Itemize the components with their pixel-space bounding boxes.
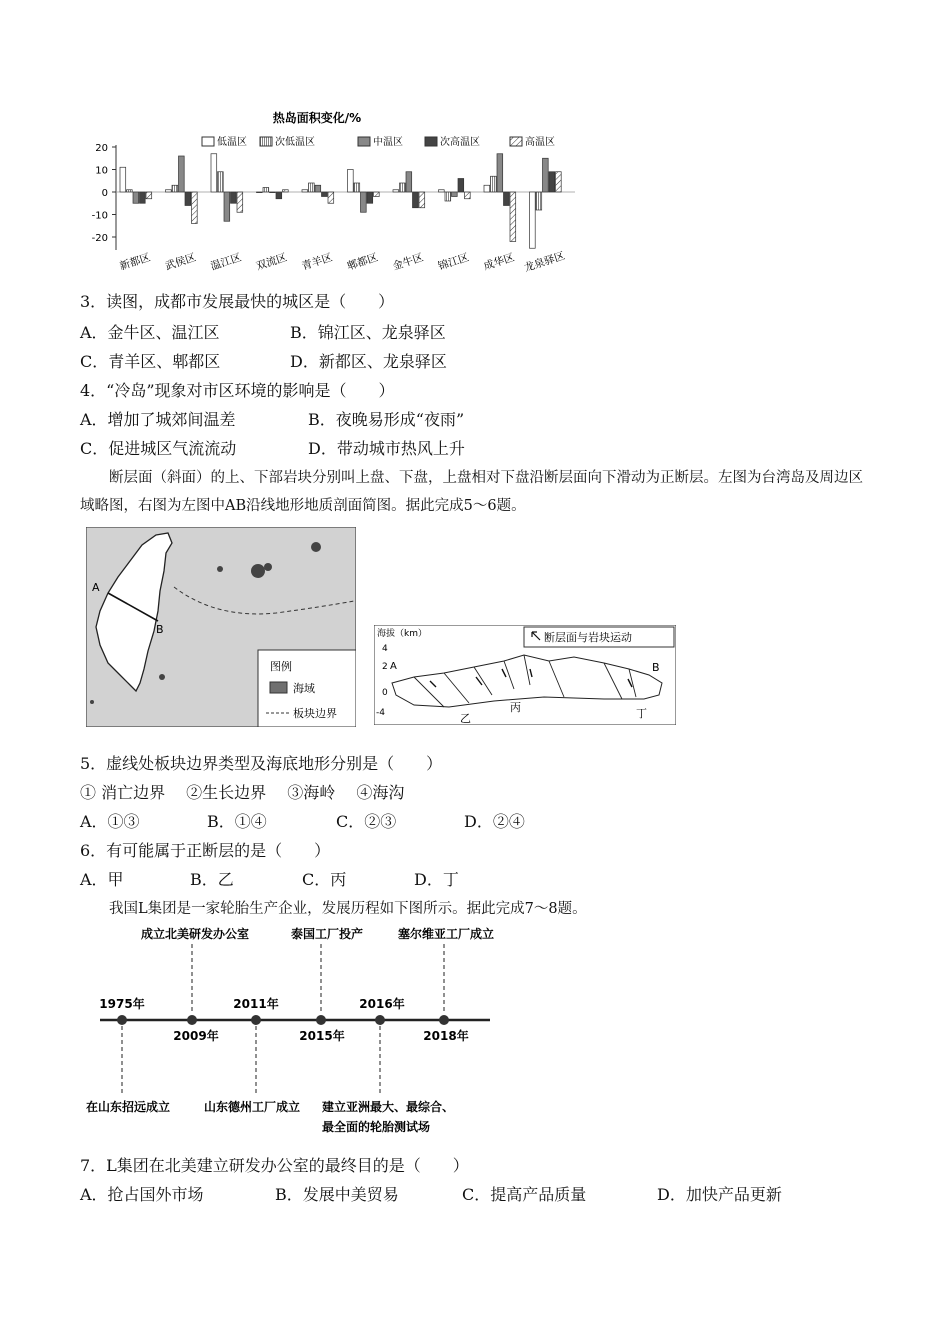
bar-次低温区 bbox=[354, 183, 360, 192]
profile-legend: 断层面与岩块运动 bbox=[544, 631, 632, 644]
bar-次高温区 bbox=[458, 179, 464, 193]
q4-option-d[interactable]: D．带动城市热风上升 bbox=[308, 439, 465, 458]
bar-高温区 bbox=[328, 192, 334, 203]
legend-label: 中温区 bbox=[373, 137, 403, 148]
bar-低温区 bbox=[530, 192, 536, 248]
profile-ytick: 4 bbox=[382, 644, 388, 654]
profile-label-ding: 丁 bbox=[636, 707, 647, 720]
island bbox=[264, 563, 272, 571]
x-tick-label: 锦江区 bbox=[436, 251, 471, 273]
bar-次低温区 bbox=[127, 190, 133, 192]
bar-低温区 bbox=[302, 190, 308, 192]
timeline-dot bbox=[117, 1015, 127, 1025]
bar-低温区 bbox=[484, 185, 490, 192]
island bbox=[217, 566, 223, 572]
profile-ytick: 0 bbox=[382, 688, 388, 698]
q7-option-b[interactable]: B．发展中美贸易 bbox=[275, 1185, 399, 1204]
map-legend-title: 图例 bbox=[270, 660, 292, 673]
q4-option-b[interactable]: B．夜晚易形成“夜雨” bbox=[308, 410, 465, 429]
q3-stem: 3．读图，成都市发展最快的城区是（ ） bbox=[80, 292, 395, 311]
x-tick-label: 武侯区 bbox=[163, 251, 198, 273]
profile-label-b: B bbox=[652, 661, 660, 674]
bar-中温区 bbox=[406, 172, 412, 192]
bar-低温区 bbox=[211, 154, 217, 192]
bar-中温区 bbox=[361, 192, 367, 212]
map-label-a: A bbox=[92, 581, 100, 594]
map-label-b: B bbox=[156, 623, 164, 636]
taiwan-map bbox=[86, 527, 356, 727]
bar-次高温区 bbox=[413, 192, 419, 208]
q6-option-b[interactable]: B．乙 bbox=[190, 870, 234, 889]
bar-中温区 bbox=[179, 156, 185, 192]
bar-中温区 bbox=[543, 158, 549, 192]
map-legend-boundary: 板块边界 bbox=[293, 707, 337, 720]
bar-低温区 bbox=[120, 167, 126, 192]
year-2015: 2015年 bbox=[299, 1029, 345, 1043]
q7-stem: 7．L集团在北美建立研发办公室的最终目的是（ ） bbox=[80, 1156, 469, 1175]
bar-次低温区 bbox=[172, 185, 178, 192]
heat-island-chart bbox=[70, 105, 590, 280]
bar-低温区 bbox=[393, 190, 399, 192]
q4-stem: 4．“冷岛”现象对市区环境的影响是（ ） bbox=[80, 381, 395, 400]
q5-option-c[interactable]: C．②③ bbox=[336, 812, 397, 831]
island bbox=[311, 542, 321, 552]
bar-高温区 bbox=[374, 192, 380, 197]
timeline-dot bbox=[187, 1015, 197, 1025]
y-tick-label: 10 bbox=[95, 165, 108, 177]
y-tick-label: 0 bbox=[101, 188, 108, 199]
legend-label: 高温区 bbox=[525, 137, 555, 148]
bar-次高温区 bbox=[367, 192, 373, 203]
y-tick-label: 20 bbox=[95, 143, 108, 154]
event-2018: 塞尔维亚工厂成立 bbox=[397, 927, 495, 941]
q5-stem: 5．虚线处板块边界类型及海底地形分别是（ ） bbox=[80, 754, 443, 773]
x-tick-label: 温江区 bbox=[209, 251, 243, 273]
year-1975: 1975年 bbox=[99, 997, 145, 1011]
q6-stem: 6．有可能属于正断层的是（ ） bbox=[80, 841, 331, 860]
profile-ytick: 2 bbox=[382, 662, 388, 672]
event-2011: 山东德州工厂成立 bbox=[203, 1100, 301, 1114]
event-2016-line2: 最全面的轮胎测试场 bbox=[322, 1120, 431, 1134]
event-2015: 泰国工厂投产 bbox=[290, 927, 364, 941]
year-2018: 2018年 bbox=[423, 1029, 469, 1043]
geologic-profile bbox=[374, 625, 676, 725]
bar-中温区 bbox=[497, 154, 503, 192]
island bbox=[159, 674, 165, 680]
bar-次高温区 bbox=[140, 192, 146, 203]
bar-次低温区 bbox=[491, 176, 497, 192]
profile-label-bing: 丙 bbox=[510, 701, 521, 714]
timeline-dot bbox=[375, 1015, 385, 1025]
x-tick-label: 成华区 bbox=[482, 251, 516, 273]
q5-option-d[interactable]: D．②④ bbox=[464, 812, 525, 831]
bar-低温区 bbox=[348, 170, 354, 193]
x-tick-label: 青羊区 bbox=[300, 251, 334, 273]
intro-5-6: 断层面（斜面）的上、下部岩块分别叫上盘、下盘，上盘相对下盘沿断层面向下滑动为正断层。左图为台湾岛及周边区域略图，右图为左图中AB沿线地形地质剖面简图。据此完成5～6题。 bbox=[80, 470, 863, 514]
x-tick-label: 双流区 bbox=[254, 251, 289, 273]
bar-次高温区 bbox=[504, 192, 510, 206]
bar-高温区 bbox=[510, 192, 516, 242]
bar-次高温区 bbox=[185, 192, 191, 206]
profile-label-a: A bbox=[390, 661, 397, 672]
intro-7-8: 我国L集团是一家轮胎生产企业，发展历程如下图所示。据此完成7～8题。 bbox=[109, 901, 587, 917]
q6-option-c[interactable]: C．丙 bbox=[302, 870, 347, 889]
timeline-dot bbox=[439, 1015, 449, 1025]
bar-中温区 bbox=[315, 185, 321, 192]
q6-option-d[interactable]: D．丁 bbox=[414, 870, 459, 889]
q4-option-c[interactable]: C．促进城区气流流动 bbox=[80, 439, 237, 458]
chart-legend bbox=[202, 135, 555, 148]
event-2009: 成立北美研发办公室 bbox=[140, 927, 250, 941]
event-2016-line1: 建立亚洲最大、最综合、 bbox=[322, 1100, 455, 1114]
q4-option-a[interactable]: A．增加了城郊间温差 bbox=[80, 410, 236, 429]
y-tick-label: -10 bbox=[91, 210, 108, 222]
bar-高温区 bbox=[465, 192, 471, 199]
island bbox=[90, 700, 94, 704]
bar-次高温区 bbox=[276, 192, 282, 199]
bar-中温区 bbox=[452, 192, 458, 197]
bar-次高温区 bbox=[549, 172, 555, 192]
bar-高温区 bbox=[419, 192, 425, 208]
q3-option-d[interactable]: D．新都区、龙泉驿区 bbox=[290, 352, 447, 371]
legend-label: 次低温区 bbox=[275, 137, 315, 148]
bar-高温区 bbox=[146, 192, 152, 199]
profile-ytick: -4 bbox=[376, 708, 385, 718]
bar-低温区 bbox=[257, 192, 263, 193]
bar-次低温区 bbox=[309, 183, 315, 192]
profile-label-yi: 乙 bbox=[460, 712, 471, 725]
q7-option-d[interactable]: D．加快产品更新 bbox=[657, 1185, 782, 1204]
q3-option-c[interactable]: C．青羊区、郫都区 bbox=[80, 352, 221, 371]
legend-label: 次高温区 bbox=[440, 137, 480, 148]
chart-title: 热岛面积变化/% bbox=[272, 111, 362, 125]
bar-高温区 bbox=[283, 190, 289, 192]
year-2009: 2009年 bbox=[173, 1029, 219, 1043]
x-tick-label: 金牛区 bbox=[391, 251, 425, 273]
company-timeline bbox=[80, 922, 520, 1142]
bar-高温区 bbox=[192, 192, 198, 224]
year-2011: 2011年 bbox=[233, 997, 279, 1011]
event-1975: 在山东招远成立 bbox=[85, 1100, 171, 1114]
bar-高温区 bbox=[237, 192, 243, 212]
q5-option-b[interactable]: B．①④ bbox=[207, 812, 267, 831]
bar-高温区 bbox=[556, 172, 562, 192]
q3-option-a[interactable]: A．金牛区、温江区 bbox=[80, 323, 220, 342]
bar-次低温区 bbox=[263, 188, 269, 193]
bar-次低温区 bbox=[536, 192, 542, 210]
bar-次高温区 bbox=[322, 192, 328, 197]
profile-ylabel: 海拔（km） bbox=[377, 629, 427, 639]
year-2016: 2016年 bbox=[359, 997, 405, 1011]
bar-次低温区 bbox=[218, 172, 224, 192]
island bbox=[251, 564, 265, 578]
legend-label: 低温区 bbox=[217, 137, 247, 148]
bar-低温区 bbox=[166, 190, 172, 192]
timeline-dot bbox=[251, 1015, 261, 1025]
timeline-dot bbox=[316, 1015, 326, 1025]
bar-次低温区 bbox=[445, 192, 451, 201]
x-tick-label: 郫都区 bbox=[345, 251, 380, 273]
bar-低温区 bbox=[439, 190, 445, 192]
q7-option-c[interactable]: C．提高产品质量 bbox=[462, 1185, 587, 1204]
q7-option-a[interactable]: A．抢占国外市场 bbox=[80, 1185, 204, 1204]
bar-中温区 bbox=[224, 192, 230, 221]
bar-中温区 bbox=[133, 192, 139, 203]
q5-items: ① 消亡边界 ②生长边界 ③海岭 ④海沟 bbox=[80, 783, 405, 802]
x-tick-label: 龙泉驿区 bbox=[522, 249, 567, 275]
x-tick-label: 新都区 bbox=[118, 251, 152, 273]
q3-option-b[interactable]: B．锦江区、龙泉驿区 bbox=[290, 323, 446, 342]
bar-次低温区 bbox=[400, 183, 406, 192]
map-legend-sea: 海域 bbox=[293, 682, 315, 695]
q5-option-a[interactable]: A．①③ bbox=[80, 812, 140, 831]
bar-次高温区 bbox=[231, 192, 237, 203]
bar-中温区 bbox=[270, 192, 276, 193]
q6-option-a[interactable]: A．甲 bbox=[80, 870, 124, 889]
y-tick-label: -20 bbox=[91, 233, 108, 244]
